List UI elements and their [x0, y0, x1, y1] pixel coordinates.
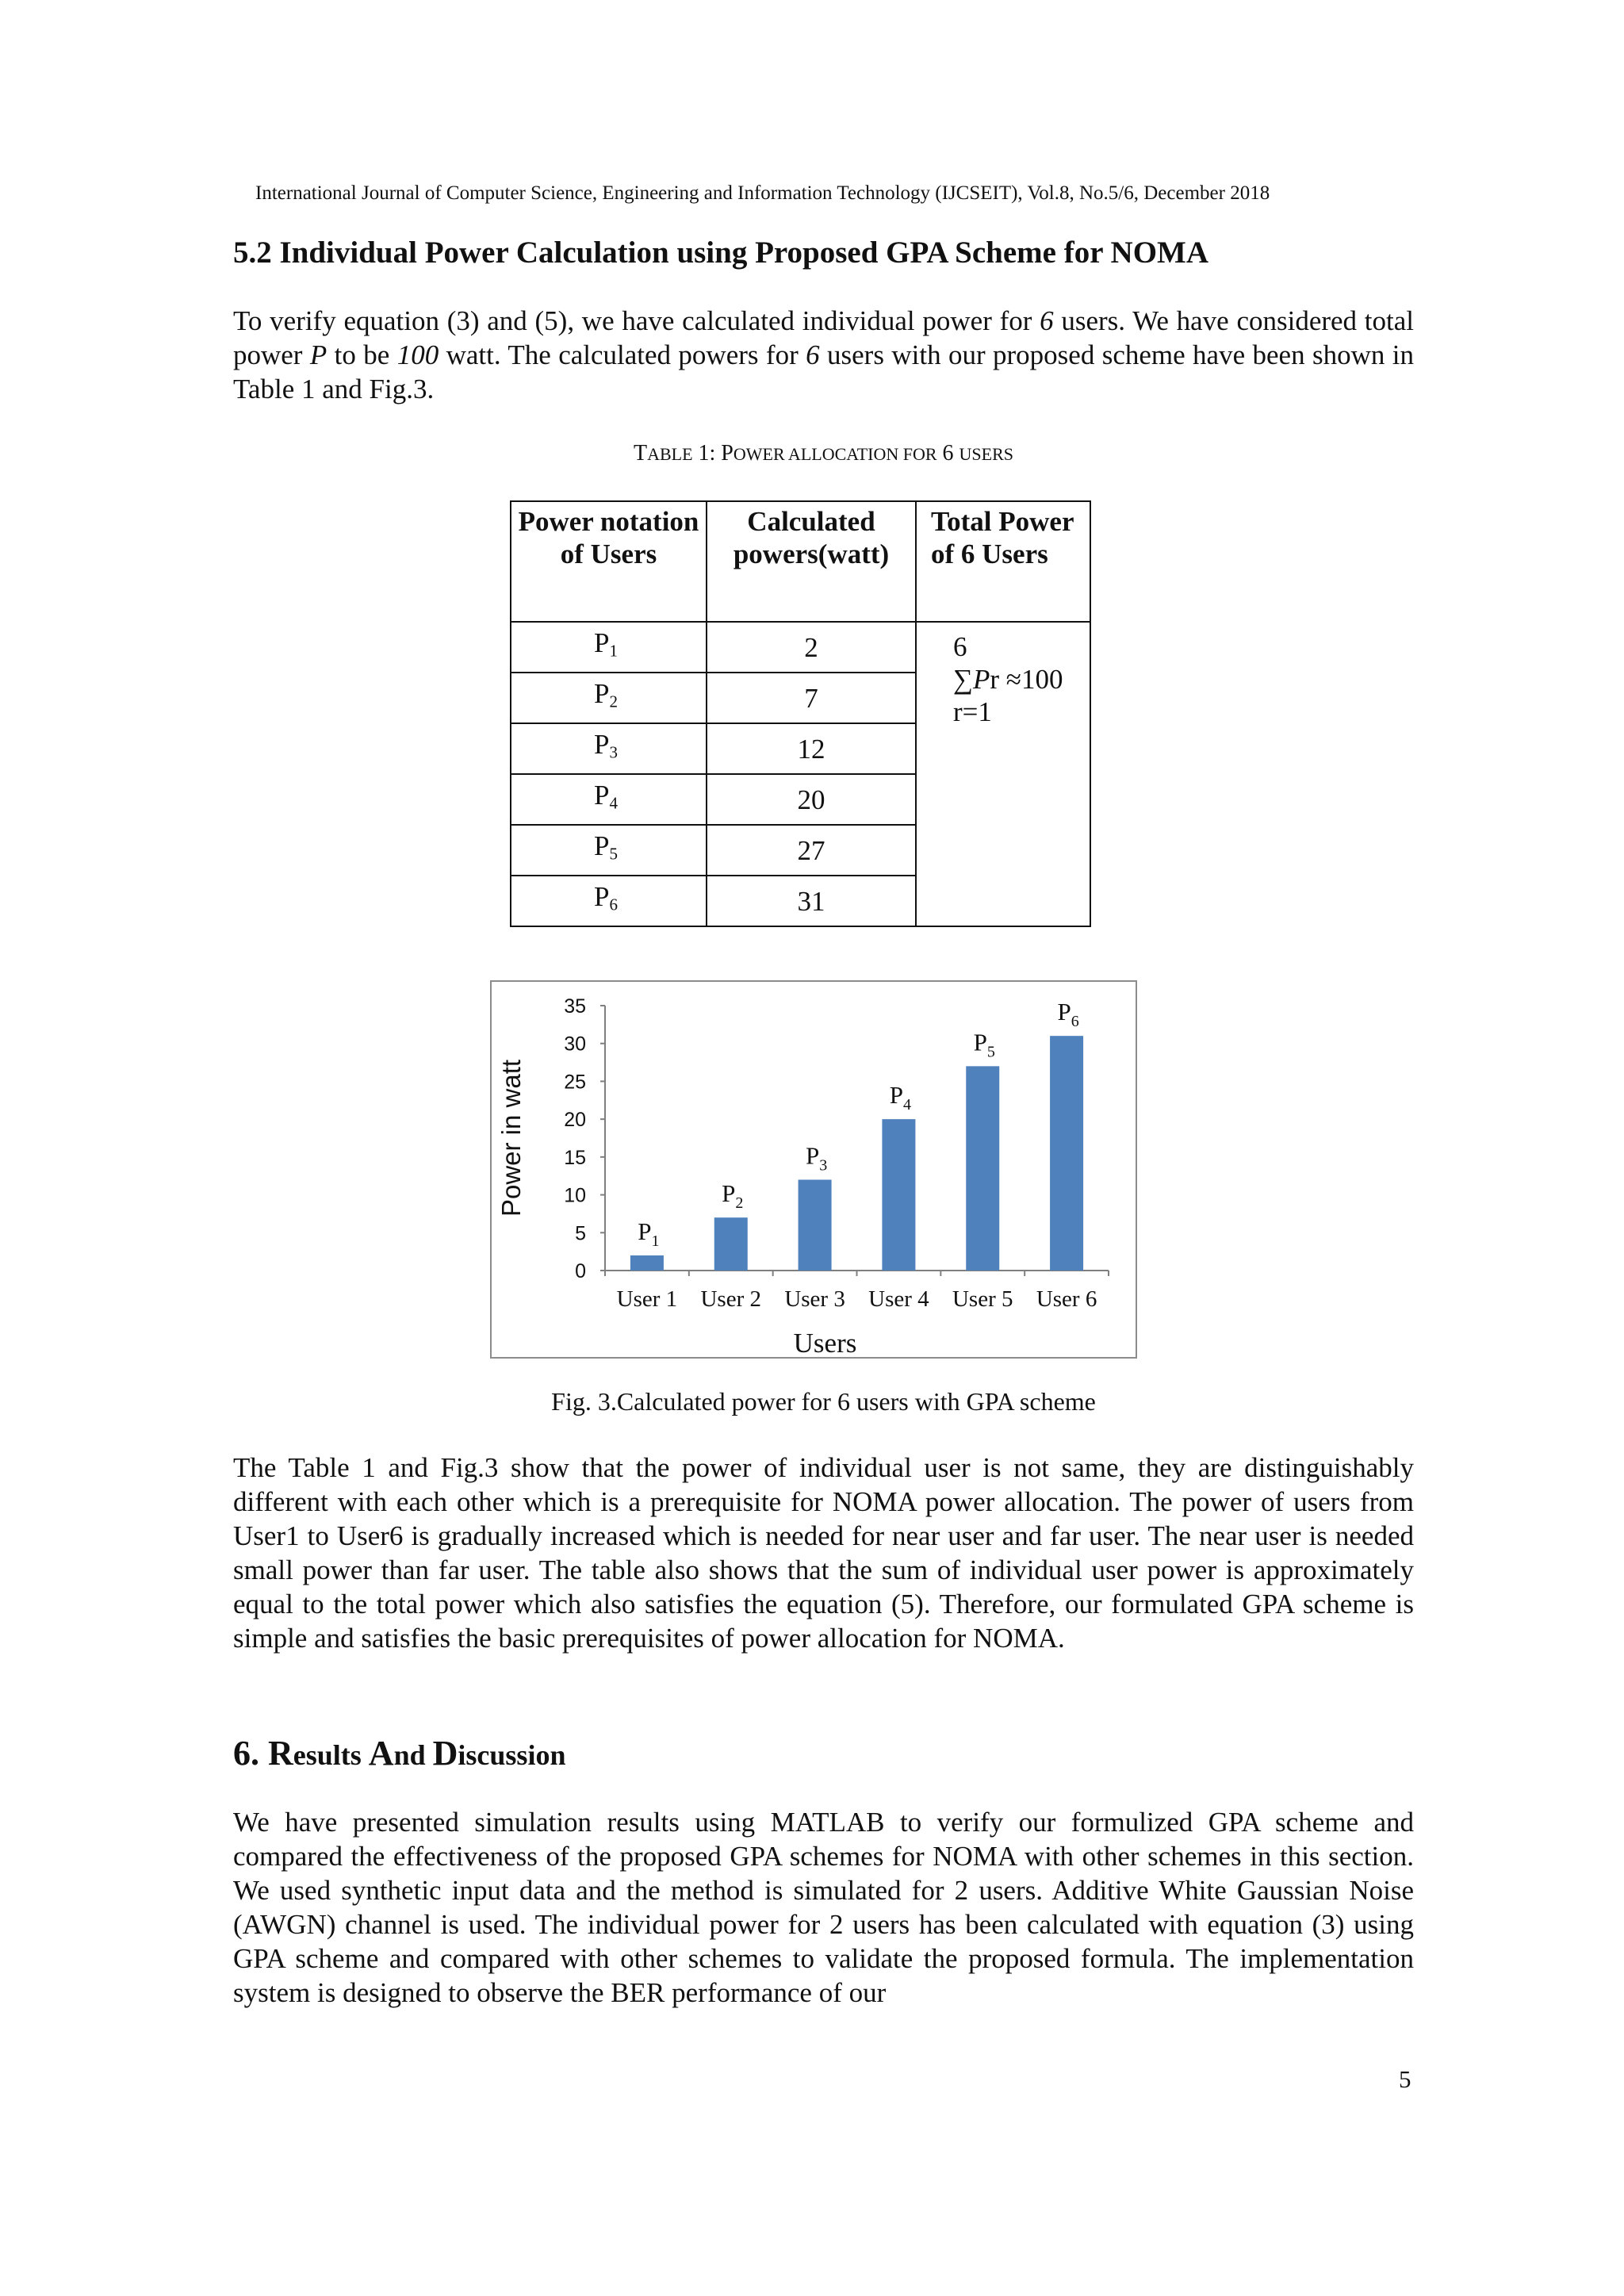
y-tick-label: 5 [575, 1222, 586, 1245]
header-power-notation: Power notation of Users [511, 501, 707, 622]
bar-1 [630, 1255, 664, 1271]
power-value: 31 [707, 876, 916, 926]
section-title: 5.2 Individual Power Calculation using Proposed GPA Scheme for NOMA [233, 236, 1209, 270]
y-tick-label: 30 [564, 1033, 586, 1056]
table-row [511, 622, 1090, 673]
table-caption: TABLE 1: POWER ALLOCATION FOR 6 USERS [633, 441, 1014, 466]
x-category-label: User 6 [1036, 1286, 1097, 1312]
user-notation: $P_3$ [511, 723, 707, 774]
x-category-label: User 2 [700, 1286, 762, 1312]
user-notation: $P_5$ [511, 825, 707, 876]
bar-data-label-2: $P_2$ [722, 1179, 744, 1213]
y-tick-label: 25 [564, 1071, 586, 1094]
sum-upper-limit: 6 [953, 631, 967, 662]
discussion-paragraph: The Table 1 and Fig.3 show that the power of individual user is not same, they are distinguishably different with each other which is a prerequisite for NOMA power allocation. The power of users from User1 to User6 is gradually increased which is needed for near user and far user. The near user is needed small power than far user. The table also shows that the sum of individual user power is approximately equal to the total power which also satisfies the equation (5). Therefore, our formulated GPA scheme is simple and satisfies the basic prerequisites of power allocation for NOMA. [233, 1452, 1414, 1654]
bar-3 [799, 1179, 832, 1271]
x-axis-title: Users [793, 1328, 857, 1357]
chart-frame [490, 980, 1137, 1359]
power-value: 2 [707, 622, 916, 673]
bar-data-label-6: $P_6$ [1057, 998, 1079, 1031]
figure-caption: Fig. 3.Calculated power for 6 users with GPA scheme [551, 1387, 1096, 1416]
power-value: 12 [707, 723, 916, 774]
running-head: International Journal of Computer Science, Engineering and Information Technology (IJCSEIT), Vol.8, No.5/6, December 2018 [255, 182, 1270, 204]
x-category-label: User 5 [952, 1286, 1013, 1312]
bar-data-label-3: $P_3$ [805, 1141, 828, 1175]
bar-2 [714, 1217, 748, 1271]
bar-6 [1050, 1036, 1083, 1271]
total-power-cell [916, 622, 1090, 926]
intro-paragraph: To verify equation (3) and (5), we have calculated individual power for 6 users. We have considered total power P to be 100 watt. The calculated powers for 6 users with our proposed scheme have been shown in Table 1 and Fig.3. [233, 305, 1414, 404]
x-category-label: User 4 [868, 1286, 929, 1312]
power-value: 7 [707, 673, 916, 723]
user-notation: $P_1$ [511, 622, 707, 673]
table-header-row [511, 501, 1090, 622]
sum-expression: ∑Pr ≈100 [953, 664, 1063, 695]
y-axis-title: Power in watt [496, 1059, 526, 1217]
x-category-label: User 3 [784, 1286, 845, 1312]
results-paragraph: We have presented simulation results using MATLAB to verify our formulized GPA scheme and compared the effectiveness of the proposed GPA schemes for NOMA with other schemes in this section. We used synthetic input data and the method is simulated for 2 users. Additive White Gaussian Noise (AWGN) channel is used. The individual power for 2 users has been calculated with equation (3) using GPA scheme and compared with other schemes to validate the proposed formula. The implementation system is designed to observe the BER performance of our [233, 1807, 1414, 2008]
header-total-power: Total Power of 6 Users [916, 501, 1090, 622]
user-notation: $P_6$ [511, 876, 707, 926]
y-tick-label: 35 [564, 995, 586, 1018]
sum-lower-limit: r=1 [953, 696, 992, 727]
power-value: 27 [707, 825, 916, 876]
section-heading-results: 6. Results And Discussion [233, 1734, 566, 1773]
power-allocation-table [510, 500, 1091, 927]
y-tick-label: 0 [575, 1260, 586, 1282]
bar-chart [492, 982, 1136, 1357]
bar-data-label-4: $P_4$ [889, 1081, 912, 1114]
bar-data-label-1: $P_1$ [638, 1217, 660, 1250]
bar-5 [966, 1066, 999, 1271]
header-calculated-powers: Calculated powers(watt) [707, 501, 916, 622]
x-category-label: User 1 [616, 1286, 678, 1312]
user-notation: $P_4$ [511, 774, 707, 825]
power-value: 20 [707, 774, 916, 825]
bar-4 [882, 1119, 915, 1271]
y-tick-label: 15 [564, 1146, 586, 1169]
bar-data-label-5: $P_5$ [973, 1028, 995, 1061]
user-notation: $P_2$ [511, 673, 707, 723]
page-number: 5 [1399, 2065, 1411, 2093]
y-tick-label: 10 [564, 1184, 586, 1207]
y-tick-label: 20 [564, 1109, 586, 1132]
